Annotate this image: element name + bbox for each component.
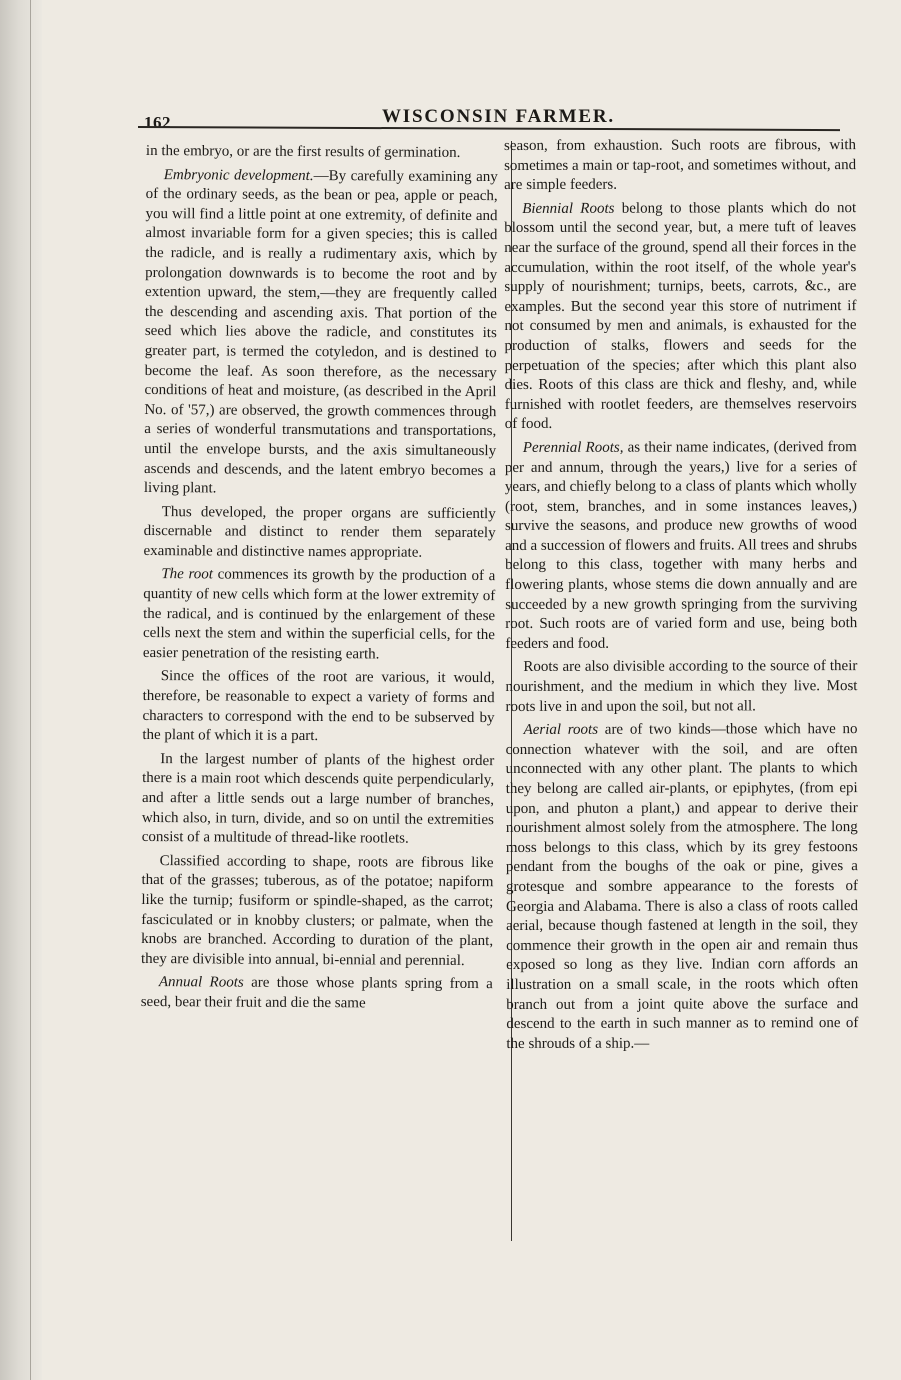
paragraph <box>504 136 856 196</box>
paragraph-text: season, from exhaustion. Such roots are fibrous, with sometimes a main or tap-root, and sometimes without, and are simple feeders. <box>504 137 857 194</box>
paragraph-text: Since the offices of the root are various, it would, therefore, be reasonable to expect a variety of forms and characters to correspond with the end to be subserved by the plant of which it is a part. <box>142 668 495 745</box>
page-header <box>138 103 862 132</box>
paragraph-text: Roots are also divisible according to the source of their nourishment, and the medium in which they live. Most roots live in and upon the soil, but not all. <box>505 658 858 715</box>
paragraph-lead: The root <box>161 566 214 583</box>
paragraph <box>143 503 495 564</box>
paragraph <box>506 720 859 1054</box>
right-column <box>504 136 858 1058</box>
paragraph-text: are those whose plants spring from a seed, bear their fruit and die the same <box>140 974 493 1012</box>
header-rule <box>138 126 840 131</box>
paragraph-lead: Biennial Roots <box>522 200 615 217</box>
scan-binding-edge <box>0 0 42 1380</box>
running-head: WISCONSIN FARMER. <box>382 106 615 127</box>
paragraph <box>143 565 496 665</box>
left-column <box>141 142 498 1019</box>
page-number: 162 <box>144 113 171 132</box>
paragraph <box>505 438 858 654</box>
scan-binding-line <box>30 0 31 1380</box>
paragraph-text: are of two kinds—those which have no connection whatever with the soil, and are often unconnected with any other plant. The plants to which they belong are called air-plants, or epiphytes, (from epi upon, and phuton a plant,) and appear to derive their nourishment almost solely from the atmosphere. The long moss belongs to this class, which by its grey festoons pendant from the boughs of the oak or pine, gives a grotesque and sombre appearance to the forests of Georgia and Alabama. There is also a class of roots called aerial, because though fastened at length in the soil, they commence their growth in the open air and remain thus exposed so long as they live. Indian corn affords an illustration on a small scale, in the roots which often branch out from a joint quite above the surface and descend to the earth in such manner as to remind one of the shrouds of a ship.— <box>505 721 859 1052</box>
paragraph-text: In the largest number of plants of the highest order there is a main root which descends quite perpendicularly, and after a little sends out a large number of branches, which also, in turn, divide, and so on until the extremities consist of a multitude of thread-like rootlets. <box>141 750 495 847</box>
paragraph <box>141 852 494 972</box>
paragraph-text: in the embryo, or are the first results of germination. <box>145 142 461 161</box>
paragraph-lead: Embryonic development. <box>163 166 314 184</box>
paragraph <box>504 199 857 435</box>
paragraph <box>505 658 857 718</box>
paragraph-lead: Perennial Roots, <box>522 439 624 456</box>
paragraph-text: Thus developed, the proper organs are sufficiently discernable and distinct to render them separately examinable and distinctive names appropriate. <box>143 503 496 561</box>
paragraph <box>142 667 494 748</box>
paragraph-lead: Aerial roots <box>523 721 599 739</box>
paragraph <box>142 750 495 850</box>
magazine-page <box>138 103 862 1253</box>
paragraph-text: as their name indicates, (derived from per and annum, through the years,) live for a series of years, and chiefly belong to a class of plants which wholly (root, stem, branches, and in some instances leaves,) survive the seasons, and produce new growths of wood and a succession of flowers and fruits. All trees and shrubs belong to this class, together with many herbs and flowering plants, whose stems die down annually and are succeeded by a new growth springing from the surviving root. Such roots are of varied form and use, being both feeders and food. <box>504 438 858 652</box>
paragraph-text: commences its growth by the production of a quantity of new cells which form at the lower extremity of the radical, and is continued by the enlargement of these cells next the stem and within the superficial cells, for the easier penetration of the resisting earth. <box>142 566 496 663</box>
paragraph <box>141 973 493 1014</box>
paragraph <box>144 166 498 501</box>
paragraph-text: —By carefully examining any of the ordinary seeds, as the bean or pea, apple or peach, you will find a little point at one extremity, of definite and almost invariable form for a given species; this is called the radicle, and is really a rudimentary axis, which by prolongation downwards is to become the root and by extention upward, the stem,—they are frequently called the descending and ascending axis. That portion of the seed which lies above the radicle, and constitutes its greater part, is termed the cotyledon, and is destined to become the leaf. As soon therefore, as the necessary conditions of heat and moisture, (as described in the April No. of '57,) are observed, the growth commences through a series of wonderful transmutations and transportations, until the envelope bursts, and the axis simultaneously ascends and descends, and the latent embryo becomes a living plant. <box>143 167 498 497</box>
paragraph-text: Classified according to shape, roots are fibrous like that of the grasses; tuberous, as of the potatoe; napiform like the turnip; fusiform or spindle-shaped, as the carrot; fasciculated or in knobby clusters; or palmate, when the knobs are branched. According to duration of the plant, they are divisible into annual, bi-ennial and perennial. <box>140 852 494 969</box>
paragraph <box>146 142 498 164</box>
paragraph-text: belong to those plants which do not blossom until the second year, but, a mere tuft of leaves near the surface of the ground, spend all their forces in the accumulation, within the root itself, of the whole year's supply of nourishment; turnips, beets, carrots, &c., are examples. But the second year this store of nutriment if not consumed by men and animals, is exhausted for the production of stalks, flowers and seeds for the perpetuation of the species; after which this plant also dies. Roots of this class are thick and fleshy, and, while furnished with rootlet feeders, are themselves reservoirs of food. <box>504 199 857 433</box>
paragraph-lead: Annual Roots <box>158 974 244 991</box>
